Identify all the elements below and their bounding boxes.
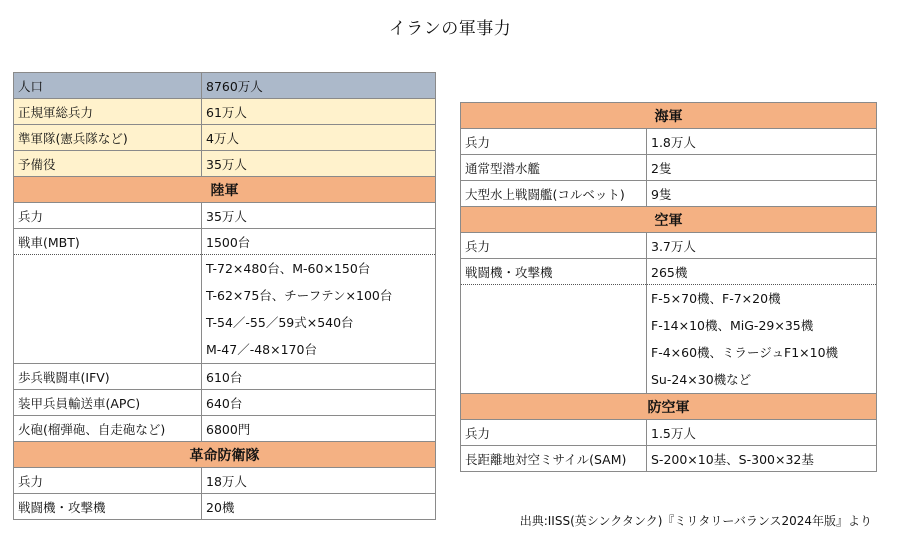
air-defense-header-row [461, 394, 877, 420]
aircraft-detail-line: F-5×70機、F-7×20機 [651, 291, 781, 306]
reserve-label: 予備役 [14, 151, 202, 177]
army-tank-details-blank [14, 255, 202, 364]
reserve-row [14, 151, 436, 177]
army-apc-value: 640台 [202, 390, 436, 416]
air-force-header: 空軍 [461, 207, 877, 233]
air-defense-sam-label: 長距離地対空ミサイル(SAM) [461, 446, 647, 472]
regular-row [14, 99, 436, 125]
tank-detail-line: T-54／-55／59式×540台 [206, 315, 354, 330]
tank-detail-line: M-47／-48×170台 [206, 342, 317, 357]
army-tank-details [202, 255, 436, 364]
navy-troops-row [461, 129, 877, 155]
navy-corvettes-value: 9隻 [647, 181, 877, 207]
air-force-aircraft-row [461, 259, 877, 285]
air-force-troops-label: 兵力 [461, 233, 647, 259]
army-ifv-row [14, 364, 436, 390]
left-table [13, 72, 436, 520]
army-ifv-value: 610台 [202, 364, 436, 390]
paramilitary-value: 4万人 [202, 125, 436, 151]
army-header-row [14, 177, 436, 203]
navy-corvettes-row [461, 181, 877, 207]
navy-troops-label: 兵力 [461, 129, 647, 155]
population-value: 8760万人 [202, 73, 436, 99]
air-force-troops-row [461, 233, 877, 259]
source-note: 出典:IISS(英シンクタンク)『ミリタリーバランス2024年版』より [519, 514, 872, 528]
population-row [14, 73, 436, 99]
army-troops-label: 兵力 [14, 203, 202, 229]
right-table [460, 102, 877, 472]
tank-detail-line: T-72×480台、M-60×150台 [206, 261, 371, 276]
army-apc-row [14, 390, 436, 416]
army-artillery-row [14, 416, 436, 442]
aircraft-detail-line: Su-24×30機など [651, 372, 752, 387]
navy-header-row [461, 103, 877, 129]
irgc-aircraft-label: 戦闘機・攻撃機 [14, 494, 202, 520]
navy-troops-value: 1.8万人 [647, 129, 877, 155]
air-defense-sam-row [461, 446, 877, 472]
air-force-aircraft-value: 265機 [647, 259, 877, 285]
irgc-aircraft-row [14, 494, 436, 520]
air-force-troops-value: 3.7万人 [647, 233, 877, 259]
air-defense-sam-value: S-200×10基、S-300×32基 [647, 446, 877, 472]
reserve-value: 35万人 [202, 151, 436, 177]
navy-submarines-label: 通常型潜水艦 [461, 155, 647, 181]
air-force-aircraft-details-blank [461, 285, 647, 394]
navy-submarines-row [461, 155, 877, 181]
irgc-troops-row [14, 468, 436, 494]
air-force-aircraft-label: 戦闘機・攻撃機 [461, 259, 647, 285]
irgc-header: 革命防衛隊 [14, 442, 436, 468]
regular-value: 61万人 [202, 99, 436, 125]
aircraft-detail-line: F-14×10機、MiG-29×35機 [651, 318, 814, 333]
aircraft-detail-line: F-4×60機、ミラージュF1×10機 [651, 345, 839, 360]
army-artillery-label: 火砲(榴弾砲、自走砲など) [14, 416, 202, 442]
tank-detail-line: T-62×75台、チーフテン×100台 [206, 288, 393, 303]
army-artillery-value: 6800門 [202, 416, 436, 442]
population-label: 人口 [14, 73, 202, 99]
irgc-aircraft-value: 20機 [202, 494, 436, 520]
page-title: イランの軍事力 [388, 19, 512, 39]
paramilitary-row [14, 125, 436, 151]
army-tanks-row [14, 229, 436, 255]
army-tank-details-row [14, 255, 436, 364]
army-tanks-value: 1500台 [202, 229, 436, 255]
regular-label: 正規軍総兵力 [14, 99, 202, 125]
air-defense-troops-label: 兵力 [461, 420, 647, 446]
air-defense-troops-row [461, 420, 877, 446]
army-header: 陸軍 [14, 177, 436, 203]
army-troops-value: 35万人 [202, 203, 436, 229]
irgc-troops-value: 18万人 [202, 468, 436, 494]
irgc-troops-label: 兵力 [14, 468, 202, 494]
navy-header: 海軍 [461, 103, 877, 129]
air-force-header-row [461, 207, 877, 233]
air-force-aircraft-details-row [461, 285, 877, 394]
paramilitary-label: 準軍隊(憲兵隊など) [14, 125, 202, 151]
air-force-aircraft-details [647, 285, 877, 394]
irgc-header-row [14, 442, 436, 468]
air-defense-header: 防空軍 [461, 394, 877, 420]
army-ifv-label: 歩兵戦闘車(IFV) [14, 364, 202, 390]
navy-corvettes-label: 大型水上戦闘艦(コルベット) [461, 181, 647, 207]
navy-submarines-value: 2隻 [647, 155, 877, 181]
army-apc-label: 装甲兵員輸送車(APC) [14, 390, 202, 416]
air-defense-troops-value: 1.5万人 [647, 420, 877, 446]
army-tanks-label: 戦車(MBT) [14, 229, 202, 255]
army-troops-row [14, 203, 436, 229]
